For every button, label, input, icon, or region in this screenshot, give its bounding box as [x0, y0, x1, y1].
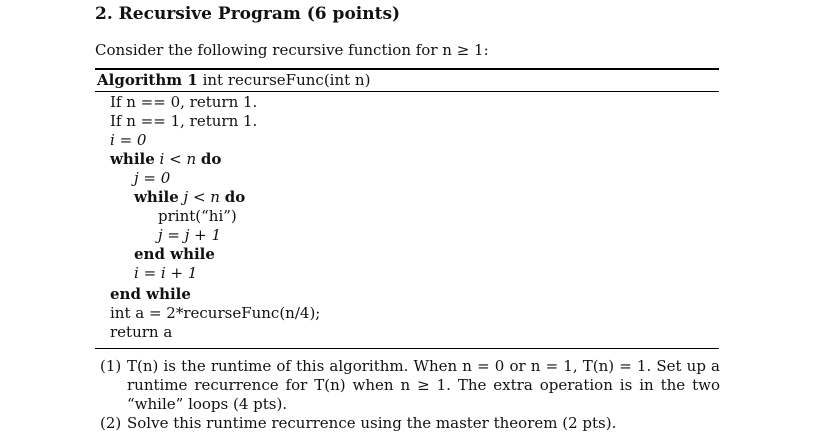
while-keyword: while	[110, 150, 155, 168]
intro-text: Consider the following recursive function for n ≥ 1:	[95, 41, 489, 59]
algorithm-label: Algorithm 1	[97, 71, 198, 89]
code-line-4	[110, 150, 221, 168]
code-line-6	[134, 188, 245, 206]
code-line-11: end while	[110, 285, 191, 303]
algorithm-caption	[97, 71, 370, 89]
code-line-1: If n == 0, return 1.	[110, 93, 258, 111]
question-text: Solve this runtime recurrence using the master theorem (2 pts).	[127, 414, 617, 432]
algorithm-mid-rule	[95, 91, 719, 92]
code-line-3: i = 0	[110, 131, 147, 149]
algorithm-signature: int recurseFunc(int n)	[202, 71, 371, 89]
code-line-2: If n == 1, return 1.	[110, 112, 258, 130]
question-list	[100, 357, 720, 433]
algorithm-bottom-rule	[95, 348, 719, 349]
section-heading: 2. Recursive Program (6 points)	[95, 4, 401, 24]
code-line-9: end while	[134, 245, 215, 263]
do-keyword: do	[200, 150, 222, 168]
code-line-5: j = 0	[134, 169, 171, 187]
question-number: (1)	[100, 357, 122, 375]
code-line-13: return a	[110, 323, 173, 341]
algorithm-top-rule	[95, 68, 719, 70]
code-line-8: j = j + 1	[158, 226, 222, 244]
while-condition: i < n	[159, 150, 197, 168]
code-line-7: print(“hi”)	[158, 207, 237, 225]
do-keyword: do	[224, 188, 246, 206]
code-line-12: int a = 2*recurseFunc(n/4);	[110, 304, 321, 322]
question-text: T(n) is the runtime of this algorithm. When n = 0 or n = 1, T(n) = 1. Set up a runtime recurrence for T(n) when n ≥ 1. The extra operation is in the two “while” loops (4 pts).	[127, 357, 720, 413]
code-line-10: i = i + 1	[134, 264, 198, 282]
while-keyword: while	[134, 188, 179, 206]
question-item	[100, 357, 720, 414]
question-item	[100, 414, 720, 433]
question-number: (2)	[100, 414, 122, 432]
while-condition: j < n	[183, 188, 220, 206]
